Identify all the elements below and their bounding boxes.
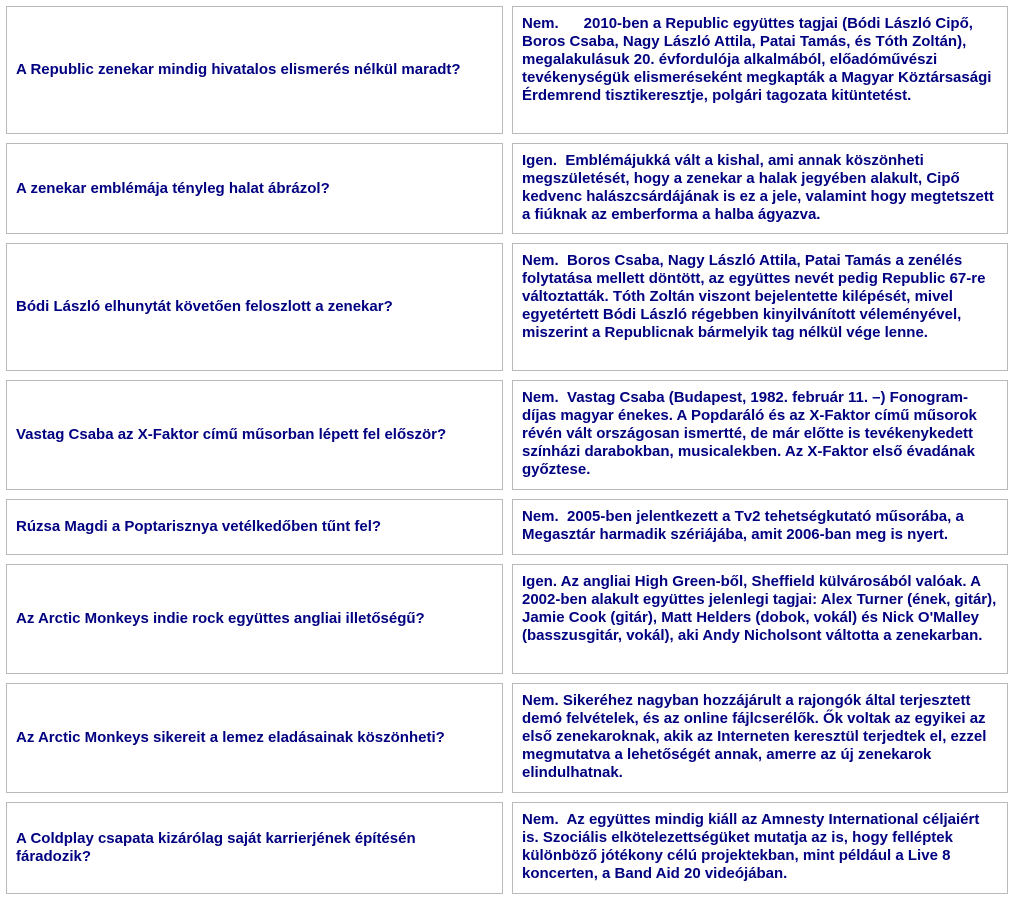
question-cell [6, 499, 503, 555]
question-cell [6, 802, 503, 894]
qa-row-4 [6, 380, 1008, 490]
question-cell [6, 380, 503, 490]
qa-row-1 [6, 6, 1008, 134]
answer-cell: Nem. 2005-ben jelentkezett a Tv2 tehetségkutató műsorába, a Megasztár harmadik szériájába, amit 2006-ban meg is nyert. [512, 499, 1008, 555]
question-text: Bódi László elhunytát követően feloszlott a zenekar? [16, 298, 393, 315]
qa-table [6, 6, 1008, 894]
answer-cell: Nem. Boros Csaba, Nagy László Attila, Patai Tamás a zenélés folytatása mellett döntött, az együttes nevét pedig Republic 67-re változtatták. Tóth Zoltán viszont bejelentette kilépését, mivel egyetértett Bódi László régebben kinyilvánított véleményével, miszerint a Republicnak bármelyik tag nélkül vége lenne. [512, 243, 1008, 371]
qa-row-8 [6, 802, 1008, 894]
question-text: Az Arctic Monkeys sikereit a lemez eladásainak köszönheti? [16, 729, 445, 746]
question-text: Rúzsa Magdi a Poptarisznya vetélkedőben tűnt fel? [16, 518, 382, 535]
answer-cell: Igen. Emblémájukká vált a kishal, ami annak köszönheti megszületését, hogy a zenekar a halak jegyében alakult, Cipő kedvenc halászcsárdájának is ez a jele, valamint hogy megtetszett a fiúknak az emberforma a halba ágyazva. [512, 143, 1008, 234]
question-cell [6, 6, 503, 134]
question-text: Vastag Csaba az X-Faktor című műsorban lépett fel először? [16, 426, 447, 443]
question-cell [6, 683, 503, 793]
question-text: A zenekar emblémája tényleg halat ábrázol? [16, 179, 330, 197]
qa-row-6 [6, 564, 1008, 674]
question-text: A Republic zenekar mindig hivatalos elismerés nélkül maradt? [16, 61, 461, 78]
qa-row-3 [6, 243, 1008, 371]
answer-cell: Nem. 2010-ben a Republic együttes tagjai (Bódi László Cipő, Boros Csaba, Nagy László Attila, Patai Tamás, és Tóth Zoltán), megalakulásuk 20. évfordulója alkalmából, előadóművészi tevékenységük elismeréseként megkapták a Magyar Köztársasági Érdemrend tisztikeresztje, polgári tagozata kitüntetést. [512, 6, 1008, 134]
question-cell [6, 564, 503, 674]
answer-cell: Nem. Sikeréhez nagyban hozzájárult a rajongók által terjesztett demó felvételek, és az online fájlcserélők. Ők voltak az egyikei az első zenekaroknak, akik az Interneten keresztül terjedtek el, ezzel megmutatva a lehetőségét annak, amerre az új zenekarok elindulhatnak. [512, 683, 1008, 793]
qa-row-2 [6, 143, 1008, 234]
question-text: A Coldplay csapata kizárólag saját karrierjének építésén fáradozik? [16, 830, 416, 865]
answer-cell: Nem. Vastag Csaba (Budapest, 1982. február 11. –) Fonogram-díjas magyar énekes. A Popdaráló és az X-Faktor című műsorok révén vált országosan ismertté, de már előtte is tevékenykedett színházi darabokban, musicalekben. Az X-Faktor első évadának győztese. [512, 380, 1008, 490]
question-text: Az Arctic Monkeys indie rock együttes angliai illetőségű? [16, 610, 425, 627]
answer-cell: Igen. Az angliai High Green-ből, Sheffield külvárosából valóak. A 2002-ben alakult együttes jelenlegi tagjai: Alex Turner (ének, gitár), Jamie Cook (gitár), Matt Helders (dobok, vokál) és Nick O'Malley (basszusgitár, vokál), aki Andy Nicholsont váltotta a zenekarban. [512, 564, 1008, 674]
qa-row-7 [6, 683, 1008, 793]
answer-cell: Nem. Az együttes mindig kiáll az Amnesty International céljaiért is. Szociális elkötelezettségüket mutatja az is, hogy felléptek különböző jótékony célú projektekban, mint például a Live 8 koncerten, a Band Aid 20 videójában. [512, 802, 1008, 894]
question-cell [6, 243, 503, 371]
qa-row-5 [6, 499, 1008, 555]
question-cell [6, 143, 503, 234]
